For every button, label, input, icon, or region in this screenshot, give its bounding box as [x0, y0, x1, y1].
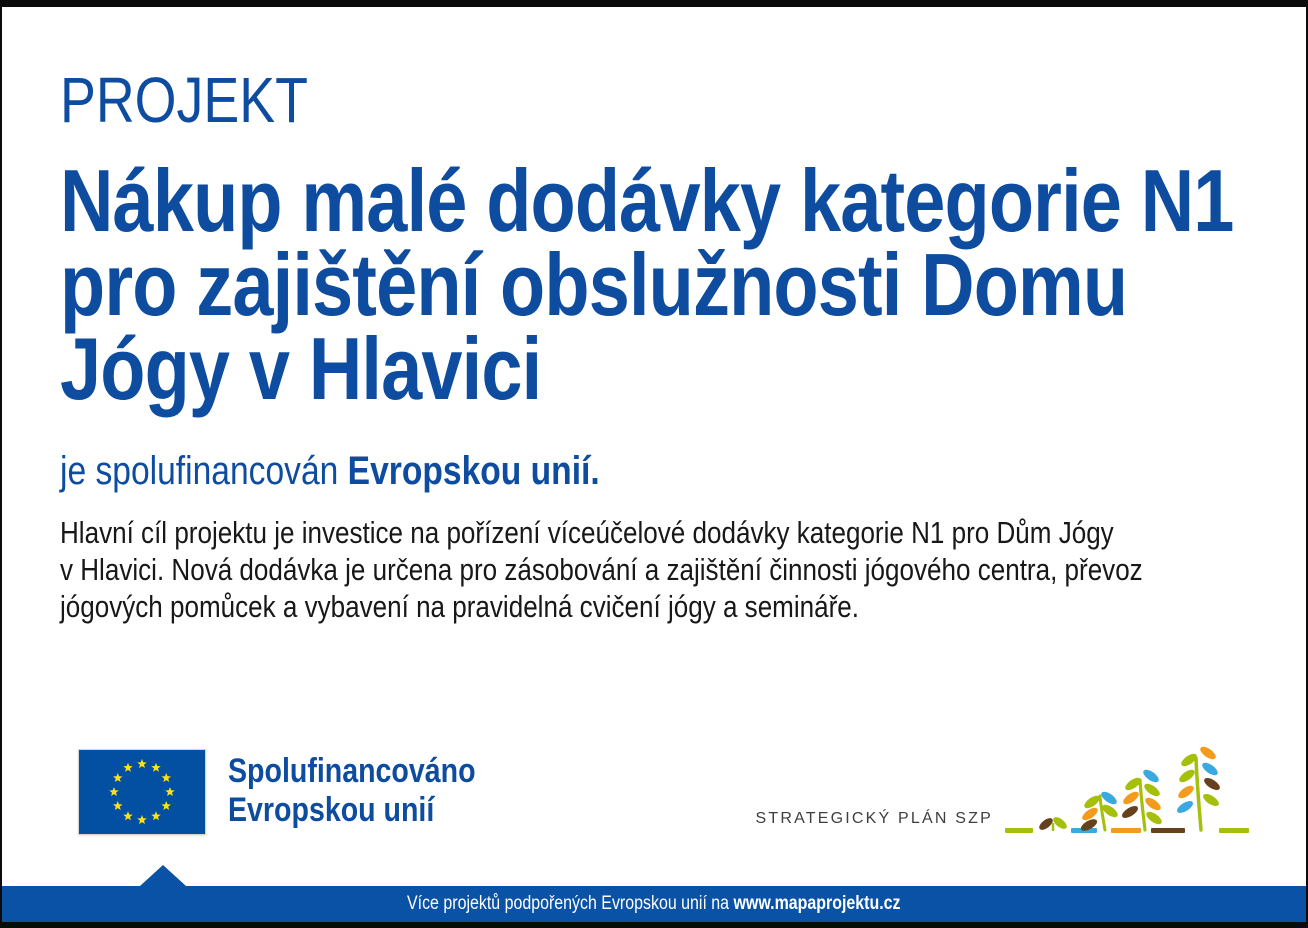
szp-growing-plants-icon: [1005, 740, 1250, 840]
footer-message: Více projektů podpořených Evropskou unií na: [407, 893, 734, 914]
project-description-line-2: v Hlavici. Nová dodávka je určena pro zásobování a zajištění činnosti jógového centra, převoz: [60, 552, 1143, 587]
project-title-line-1: Nákup malé dodávky kategorie N1: [60, 151, 1234, 250]
project-title: [60, 151, 1234, 418]
footer-text: [407, 886, 901, 922]
project-title-line-2: pro zajištění obslužnosti Domu: [60, 235, 1128, 334]
project-description: [60, 514, 1143, 625]
footer-site-url: www.mapaprojektu.cz: [733, 893, 901, 914]
eu-flag-icon: [78, 749, 206, 835]
project-kicker: PROJEKT: [60, 64, 308, 136]
cofinancing-subtitle: [60, 448, 600, 494]
cofinancing-subtitle-regular: je spolufinancován: [60, 449, 348, 493]
project-title-line-3: Jógy v Hlavici: [60, 319, 542, 418]
eu-emblem-caption: [228, 749, 476, 830]
szp-strategic-plan-logo: [755, 740, 1250, 840]
project-description-line-3: jógových pomůcek a vybavení na pravidelná cvičení jógy a semináře.: [60, 589, 860, 624]
eu-cofunded-emblem: [78, 749, 523, 835]
up-arrow-pointer: [140, 865, 186, 886]
szp-logo-caption: STRATEGICKÝ PLÁN SZP: [755, 810, 993, 827]
cofinancing-subtitle-bold: Evropskou unií.: [347, 449, 600, 493]
eu-emblem-caption-line-1: Spolufinancováno: [228, 752, 476, 790]
project-description-line-1: Hlavní cíl projektu je investice na pořízení víceúčelové dodávky kategorie N1 pro Dům Jógy: [60, 515, 1114, 550]
footer-bar: [2, 886, 1306, 922]
eu-emblem-caption-line-2: Evropskou unií: [228, 791, 435, 829]
